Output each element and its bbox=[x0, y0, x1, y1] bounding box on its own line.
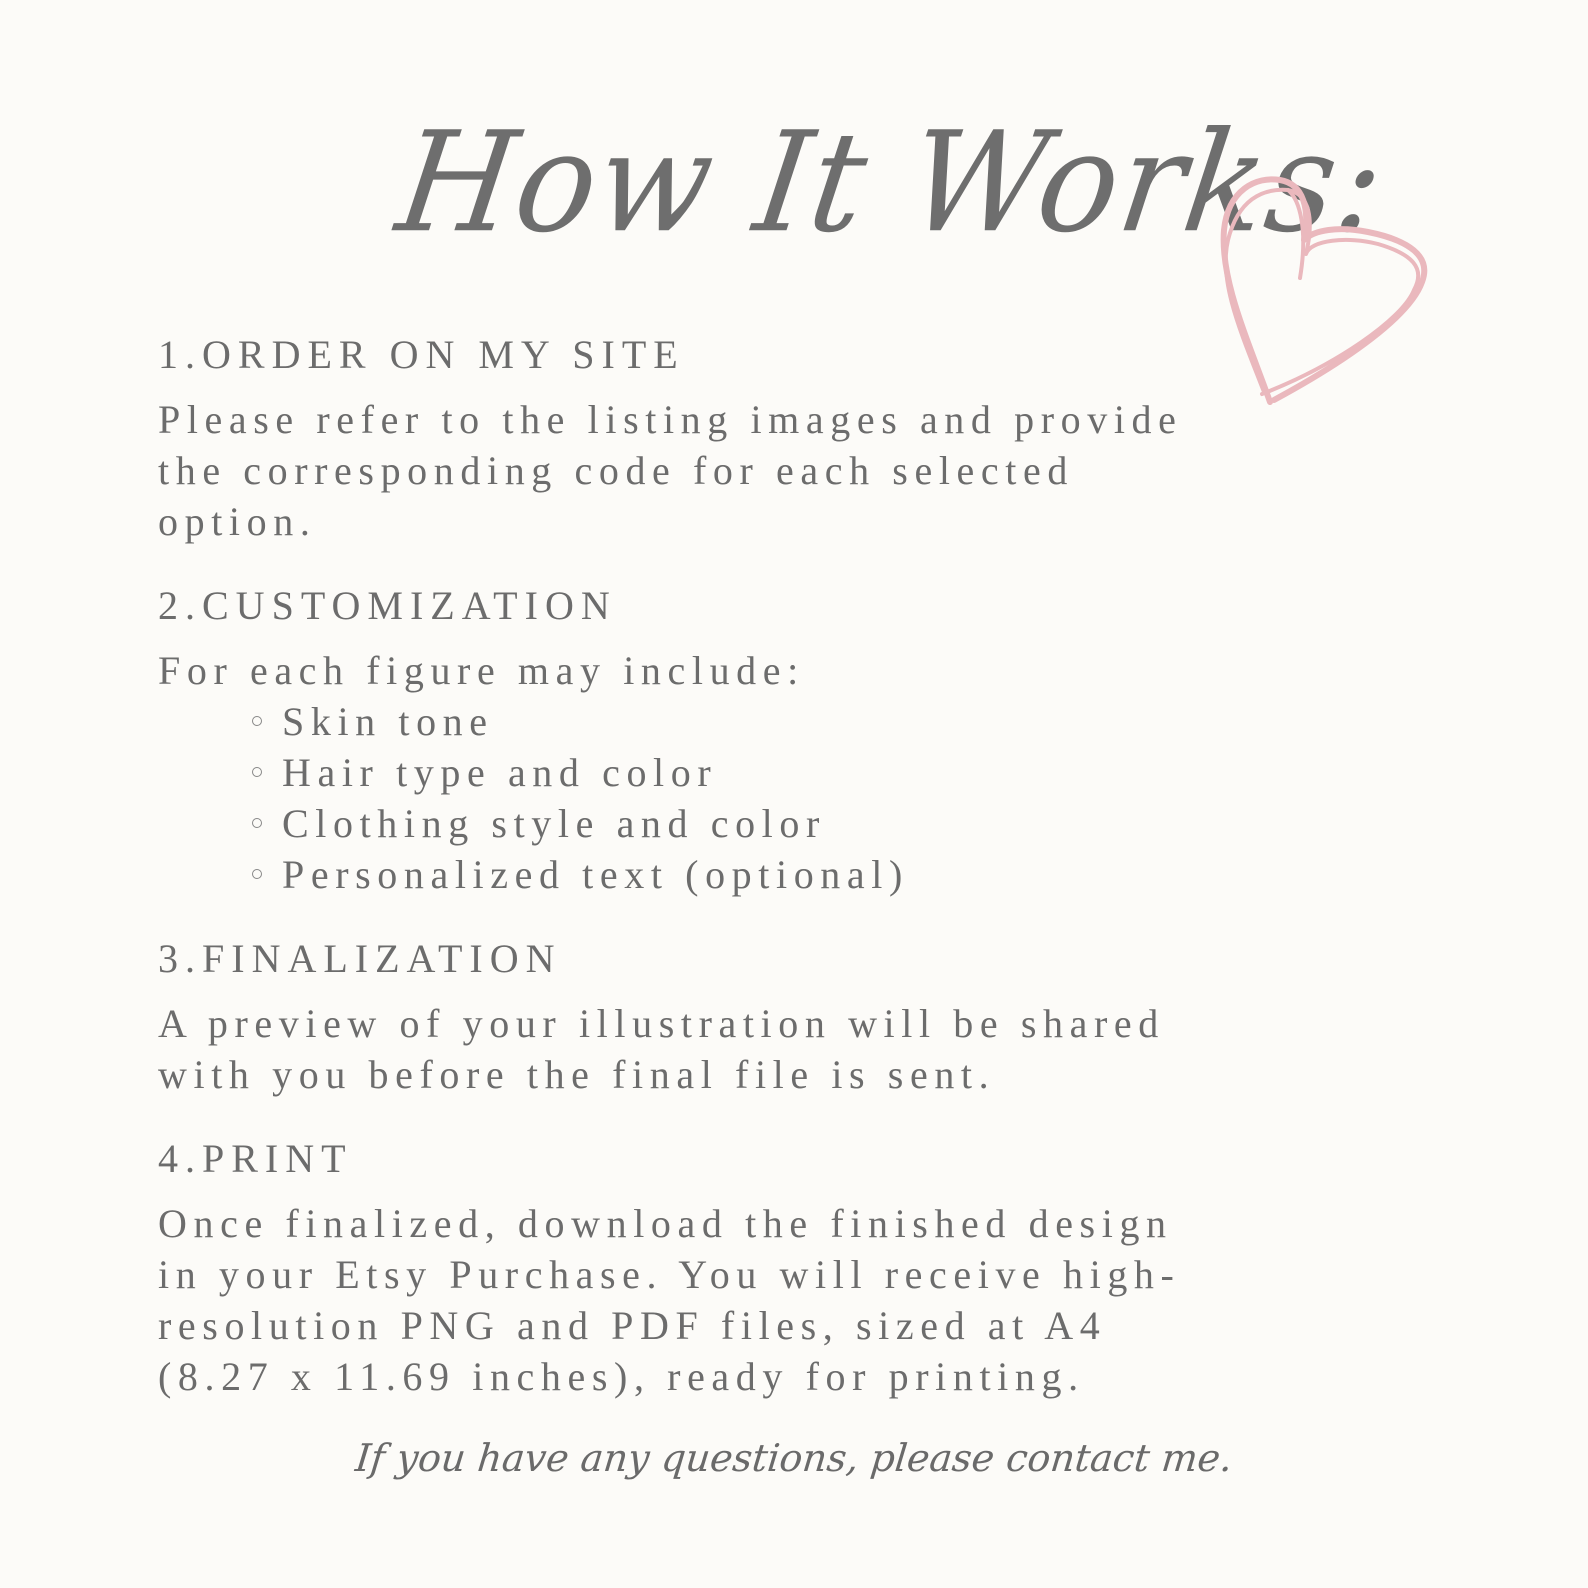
step-finalization bbox=[158, 934, 1458, 1100]
steps-content bbox=[158, 330, 1458, 1402]
list-item-label: Hair type and color bbox=[282, 750, 718, 795]
bullet-circle-icon bbox=[252, 767, 262, 777]
step-text-line: A preview of your illustration will be shared bbox=[158, 1001, 1165, 1046]
step-print bbox=[158, 1134, 1458, 1402]
spacer bbox=[158, 1100, 1458, 1134]
step-text-line: the corresponding code for each selected bbox=[158, 448, 1074, 493]
step-text-line: option. bbox=[158, 499, 317, 544]
page-title: How It Works: bbox=[388, 102, 1396, 264]
step-text-line: For each figure may include: bbox=[158, 648, 805, 693]
step-customization bbox=[158, 581, 1458, 900]
bullet-circle-icon bbox=[252, 818, 262, 828]
step-heading: 2.CUSTOMIZATION bbox=[158, 583, 617, 628]
step-order bbox=[158, 330, 1458, 547]
list-item bbox=[252, 696, 1458, 747]
step-text-line: Please refer to the listing images and provide bbox=[158, 397, 1183, 442]
step-heading: 4.PRINT bbox=[158, 1136, 353, 1181]
step-text-line: resolution PNG and PDF files, sized at A4 bbox=[158, 1303, 1107, 1348]
step-text-line: (8.27 x 11.69 inches), ready for printing. bbox=[158, 1354, 1085, 1399]
step-heading: 3.FINALIZATION bbox=[158, 936, 562, 981]
list-item-label: Skin tone bbox=[282, 699, 494, 744]
list-item bbox=[252, 747, 1458, 798]
title-area bbox=[0, 88, 1588, 288]
spacer bbox=[158, 547, 1458, 581]
bullet-circle-icon bbox=[252, 716, 262, 726]
list-item-label: Clothing style and color bbox=[282, 801, 826, 846]
spacer bbox=[158, 900, 1458, 934]
contact-note: If you have any questions, please contact me. bbox=[353, 1436, 1235, 1480]
bullet-circle-icon bbox=[252, 869, 262, 879]
step-text-line: with you before the final file is sent. bbox=[158, 1052, 996, 1097]
step-text-line: in your Etsy Purchase. You will receive high- bbox=[158, 1252, 1181, 1297]
customization-list bbox=[158, 696, 1458, 900]
list-item bbox=[252, 849, 1458, 900]
step-text-line: Once finalized, download the finished design bbox=[158, 1201, 1173, 1246]
step-heading: 1.ORDER ON MY SITE bbox=[158, 332, 685, 377]
list-item-label: Personalized text (optional) bbox=[282, 852, 909, 897]
list-item bbox=[252, 798, 1458, 849]
